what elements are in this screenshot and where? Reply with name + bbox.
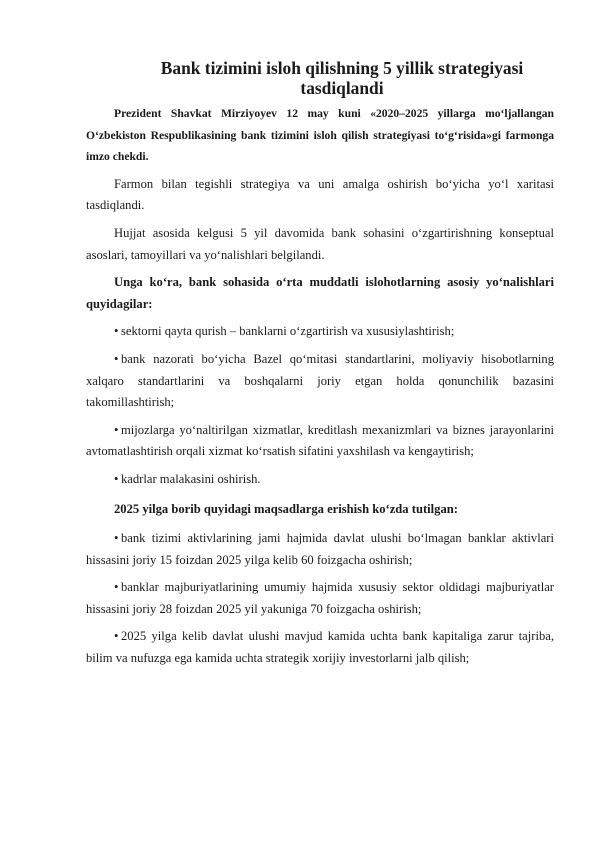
bullet-icon	[114, 531, 121, 545]
section-heading-goals: 2025 yilga borib quyidagi maqsadlarga erishish ko‘zda tutilgan:	[114, 501, 458, 516]
bullet-icon	[114, 324, 121, 338]
section-heading-directions: Unga ko‘ra, bank sohasida o‘rta muddatli islohotlarning asosiy yo‘nalishlari quyidagilar:	[86, 275, 554, 311]
list-item-direction: • sektorni qayta qurish – banklarni o‘zgartirish va xususiylashtirish;	[86, 321, 554, 343]
page-title	[86, 58, 554, 98]
document-page	[86, 58, 554, 676]
lead-paragraph: Prezident Shavkat Mirziyoyev 12 may kuni «2020–2025 yillarga mo‘ljallangan O‘zbekiston Respublikasining bank tizimini isloh qilish strategiyasi to‘g‘risida»gi farmonga imzo chekdi.	[86, 107, 554, 164]
paragraph-decree: Farmon bilan tegishli strategiya va uni amalga oshirish bo‘yicha yo‘l xaritasi tasdiqlandi.	[86, 176, 554, 213]
bullet-icon	[114, 423, 121, 437]
bullet-icon	[114, 472, 121, 486]
list-item-goal: • 2025 yilga kelib davlat ulushi mavjud kamida uchta bank kapitaliga zarur tajriba, bilim va nufuzga ega kamida uchta strategik xorijiy investorlarni jalb qilish;	[86, 626, 554, 669]
bullet-icon	[114, 580, 121, 594]
paragraph-document: Hujjat asosida kelgusi 5 yil davomida bank sohasini o‘zgartirishning konseptual asoslari, tamoyillari va yo‘nalishlari belgilandi.	[86, 225, 554, 262]
bullet-icon	[114, 352, 121, 366]
list-item-direction: • kadrlar malakasini oshirish.	[86, 469, 554, 491]
title-line-1: Bank tizimini isloh qilishning 5 yillik strategiyasi	[160, 58, 524, 78]
list-item-goal: • bank tizimi aktivlarining jami hajmida davlat ulushi bo‘lmagan banklar aktivlari hissasini joriy 15 foizdan 2025 yilga kelib 60 foizgacha oshirish;	[86, 528, 554, 571]
bullet-icon	[114, 629, 121, 643]
list-item-direction: • bank nazorati bo‘yicha Bazel qo‘mitasi standartlarini, moliyaviy hisobotlarning xalqaro standartlarini va boshqalarni joriy etgan holda qonunchilik bazasini takomillashtirish;	[86, 349, 554, 414]
title-line-2: tasdiqlandi	[300, 78, 384, 98]
list-item-direction: • mijozlarga yo‘naltirilgan xizmatlar, kreditlash mexanizmlari va biznes jarayonlarini avtomatlashtirish orqali xizmat ko‘rsatish sifatini yaxshilash va kengaytirish;	[86, 420, 554, 463]
list-item-goal: • banklar majburiyatlarining umumiy hajmida xususiy sektor oldidagi majburiyatlar hissasini joriy 28 foizdan 2025 yil yakuniga 70 foizgacha oshirish;	[86, 577, 554, 620]
